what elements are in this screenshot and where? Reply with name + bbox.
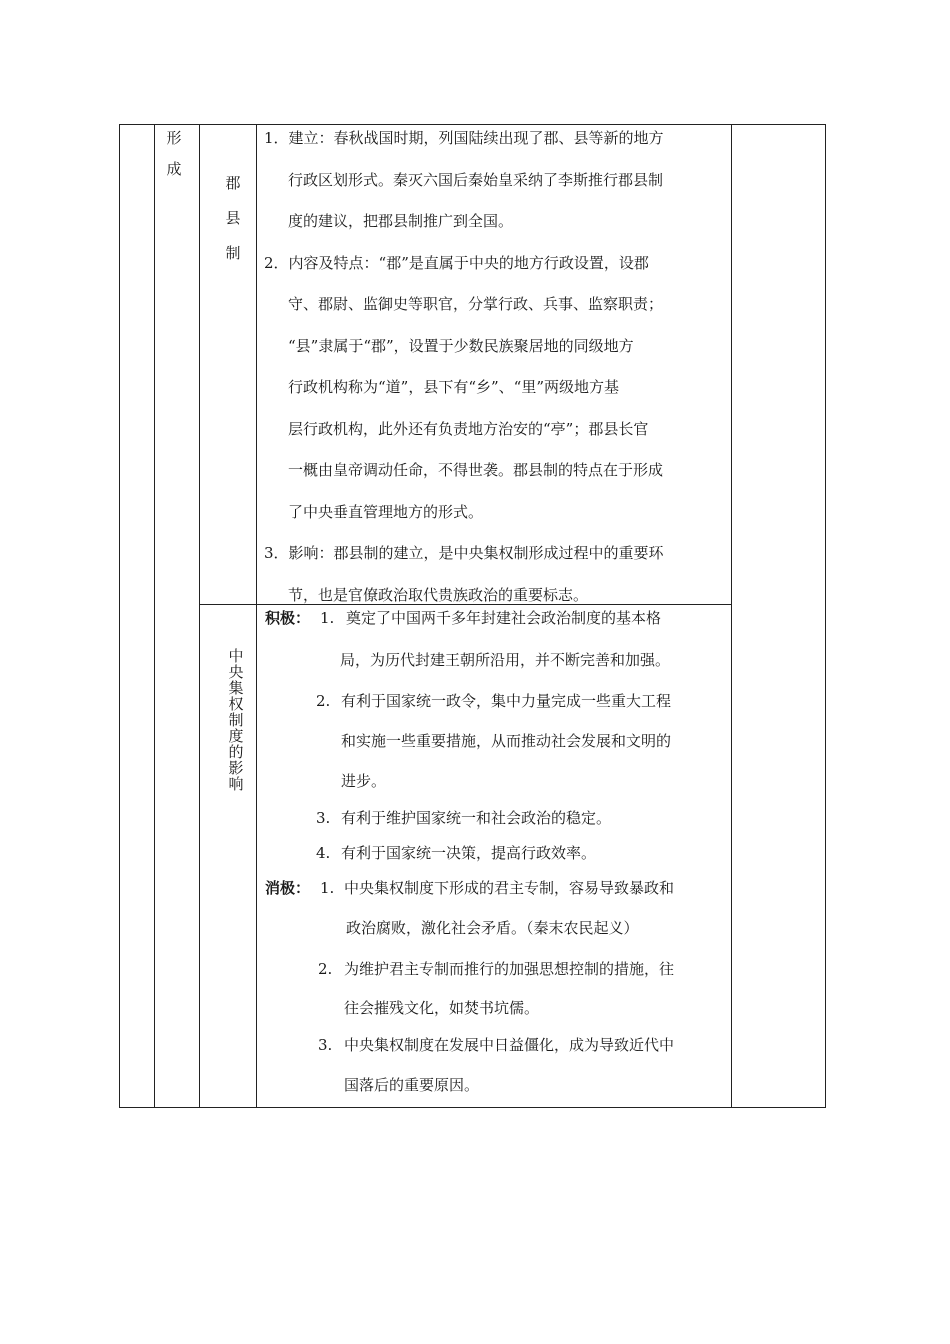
positive-item-1-line: 局，为历代封建王朝所沿用，并不断完善和加强。 [340, 651, 671, 669]
negative-item-3-num: 3. [318, 1036, 333, 1054]
negative-item-2-num: 2. [318, 960, 333, 978]
positive-item-2-line: 有利于国家统一政令，集中力量完成一些重大工程 [341, 692, 672, 710]
commandery-label-char: 郡 [225, 174, 241, 192]
negative-item-2-line: 往会摧残文化，如焚书坑儒。 [344, 999, 540, 1017]
text-line: 层行政机构，此外还有负责地方治安的“亭”；郡县长官 [288, 419, 649, 438]
text-line: 节，也是官僚政治取代贵族政治的重要标志。 [288, 585, 589, 604]
negative-item-2-line: 为维护君主专制而推行的加强思想控制的措施，往 [344, 960, 675, 978]
commandery-label-char: 县 [225, 209, 241, 227]
impact-label-char: 制 [228, 711, 244, 729]
text-line: 2．内容及特点：“郡”是直属于中央的地方行政设置，设郡 [264, 253, 649, 272]
negative-item-1-line: 中央集权制度下形成的君主专制，容易导致暴政和 [344, 879, 675, 897]
text-line: 度的建议，把郡县制推广到全国。 [288, 212, 514, 230]
positive-item-3-num: 3. [316, 809, 331, 827]
negative-label: 消极： [265, 879, 311, 897]
impact-label-char: 权 [228, 695, 244, 713]
formation-label-char: 成 [166, 160, 182, 178]
text-line: 守、郡尉、监御史等职官，分掌行政、兵事、监察职责； [288, 295, 664, 313]
positive-item-2-num: 2. [316, 692, 331, 710]
negative-item-3-line: 中央集权制度在发展中日益僵化，成为导致近代中 [344, 1036, 675, 1054]
positive-item-2-line: 和实施一些重要措施，从而推动社会发展和文明的 [341, 732, 672, 750]
text-line: 一概由皇帝调动任命，不得世袭。郡县制的特点在于形成 [288, 461, 664, 479]
positive-item-4-num: 4. [316, 844, 331, 862]
formation-label-char: 形 [166, 129, 182, 147]
text-line: “县”隶属于“郡”，设置于少数民族聚居地的同级地方 [288, 336, 634, 355]
text-line: 行政机构称为“道”，县下有“乡”、“里”两级地方基 [288, 378, 620, 396]
impact-label-char: 影 [228, 759, 244, 777]
text-line: 3．影响：郡县制的建立，是中央集权制形成过程中的重要环 [264, 544, 664, 562]
negative-item-1-num: 1. [320, 879, 335, 897]
positive-item-1-num: 1. [320, 609, 335, 627]
impact-label-char: 的 [228, 743, 244, 761]
positive-item-2-line: 进步。 [341, 772, 387, 790]
positive-item-3-line: 有利于维护国家统一和社会政治的稳定。 [341, 809, 612, 827]
text-line: 了中央垂直管理地方的形式。 [288, 502, 484, 521]
positive-label: 积极： [265, 609, 311, 627]
text-line: 行政区划形式。秦灭六国后秦始皇采纳了李斯推行郡县制 [288, 170, 664, 189]
positive-item-4-line: 有利于国家统一决策，提高行政效率。 [341, 844, 597, 862]
positive-item-1-line: 奠定了中国两千多年封建社会政治制度的基本格 [346, 609, 662, 627]
text-line: 1．建立：春秋战国时期，列国陆续出现了郡、县等新的地方 [264, 129, 664, 147]
negative-item-3-line: 国落后的重要原因。 [344, 1076, 480, 1094]
negative-item-1-line: 政治腐败，激化社会矛盾。（秦末农民起义） [346, 919, 639, 937]
impact-label-char: 响 [228, 775, 244, 793]
impact-label-char: 集 [228, 679, 244, 697]
commandery-label-char: 制 [225, 244, 241, 262]
impact-label-char: 央 [228, 663, 244, 681]
impact-label-char: 度 [228, 727, 244, 745]
impact-label-char: 中 [228, 647, 244, 665]
